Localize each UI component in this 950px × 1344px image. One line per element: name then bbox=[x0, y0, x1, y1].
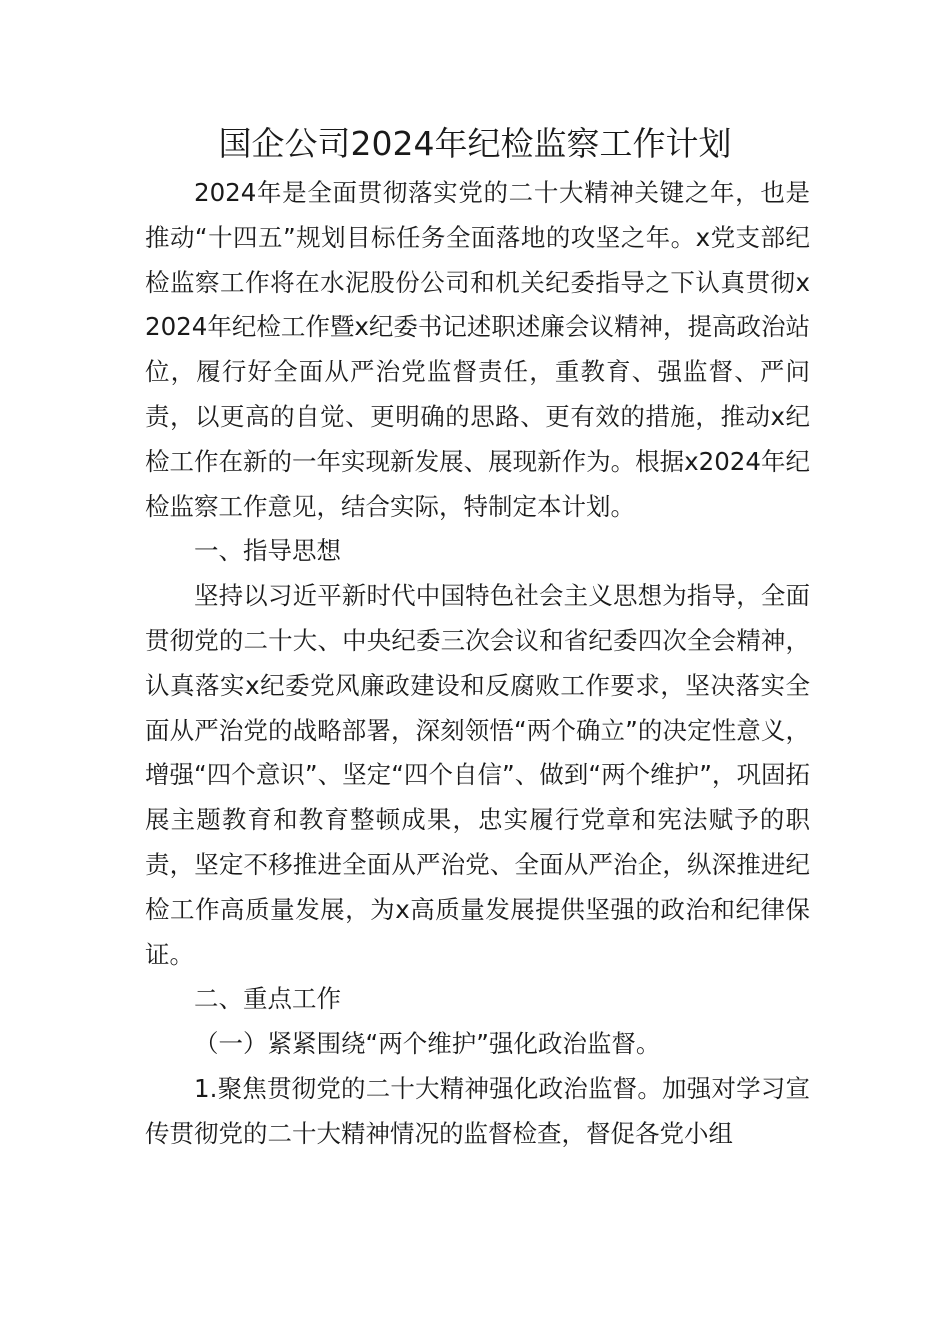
document-title: 国企公司2024年纪检监察工作计划 bbox=[218, 124, 732, 163]
item-paragraph-1: 1.聚焦贯彻党的二十大精神强化政治监督。加强对学习宣传贯彻党的二十大精神情况的监督检查，督促各党小组 bbox=[145, 1073, 810, 1148]
subsection-heading-political-supervision: （一）紧紧围绕“两个维护”强化政治监督。 bbox=[194, 1029, 661, 1059]
section-heading-key-work: 二、重点工作 bbox=[194, 984, 341, 1014]
guiding-ideology-paragraph: 坚持以习近平新时代中国特色社会主义思想为指导，全面贯彻党的二十大、中央纪委三次会议和省纪委四次全会精神，认真落实x纪委党风廉政建设和反腐败工作要求，坚决落实全面从严治党的战略部署，深刻领悟“两个确立”的决定性意义，增强“四个意识”、坚定“四个自信”、做到“两个维护”，巩固拓展主题教育和教育整顿成果，忠实履行党章和宪法赋予的职责，坚定不移推进全面从严治党、全面从严治企，纵深推进纪检工作高质量发展，为x高质量发展提供坚强的政治和纪律保证。 bbox=[145, 581, 810, 969]
intro-paragraph: 2024年是全面贯彻落实党的二十大精神关键之年，也是推动“十四五”规划目标任务全面落地的攻坚之年。x党支部纪检监察工作将在水泥股份公司和机关纪委指导之下认真贯彻x2024年纪检工作暨x纪委书记述职述廉会议精神，提高政治站位，履行好全面从严治党监督责任，重教育、强监督、严问责，以更高的自觉、更明确的思路、更有效的措施，推动x纪检工作在新的一年实现新发展、展现新作为。根据x2024年纪检监察工作意见，结合实际，特制定本计划。 bbox=[145, 178, 810, 521]
section-heading-guiding-ideology: 一、指导思想 bbox=[194, 536, 341, 566]
document-body bbox=[145, 171, 810, 1157]
